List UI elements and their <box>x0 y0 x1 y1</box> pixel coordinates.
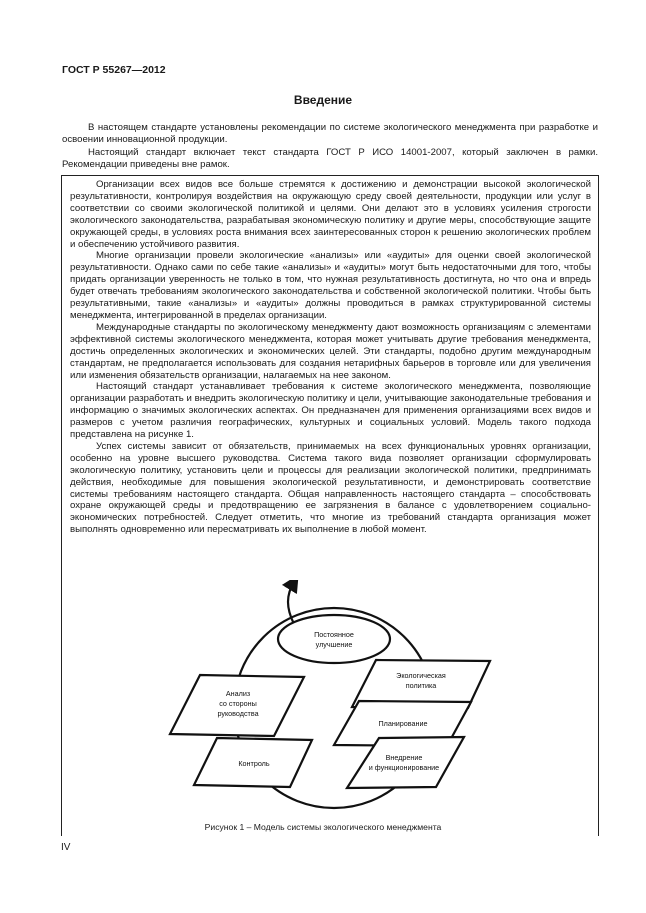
implementation-label-line-1: Внедрение <box>385 753 423 762</box>
analysis-label-line-3: руководства <box>217 709 259 718</box>
figure-caption: Рисунок 1 – Модель системы экологического менеджмента <box>204 822 442 832</box>
analysis-label-line-1: Анализ <box>225 689 251 698</box>
framed-paragraph: Успех системы зависит от обязательств, принимаемых на всех функциональных уровнях организации, особенно на уровне высшего руководства. Система такого вида позволяет организации сформулировать экологическую политику, установить цели и процессы для реализации экологической политики, предпринимать действия, необходимые для повышения экологической результативности, и демонстрировать соответствие системы требованиям настоящего стандарта. Общая направленность настоящего стандарта – способствовать охране окружающей среды и предотвращению ее загрязнения в балансе с удовлетворением социально-экономических потребностей. Следует отметить, что многие из требований стандарта организация может выполнять одновременно или пересматривать их выполнение в любой момент. <box>70 440 591 536</box>
page-title: Введение <box>293 93 353 107</box>
ellipse-label-line-2: улучшение <box>315 640 353 649</box>
framed-paragraph: Организации всех видов все больше стремятся к достижению и демонстрации высокой экологической результативности, контролируя воздействия на окружающую среду своей деятельности, продукции или услуг в соответствии со своими экологической политикой и целями. Они делают это в условиях усиления строгости экологического законодательства, разрабатывая экономическую политику и другие меры, способствующие защите окружающей среды, в условиях роста внимания всех заинтересованных сторон к решению экологических проблем и обеспечению устойчивого развития. <box>70 179 591 250</box>
intro-paragraph: Настоящий стандарт включает текст стандарта ГОСТ Р ИСО 14001-2007, который заключен в рамки. Рекомендации приведены вне рамок. <box>62 146 598 171</box>
framed-paragraph: Международные стандарты по экологическому менеджменту дают возможность организациям с элементами эффективной системы экологического менеджмента, которая может учитывать другие требования менеджмента, достичь определенных экологических и экономических целей. Эти стандарты, подобно другим международным стандартам, не предполагается использовать для создания нетарифных барьеров в торговле или для увеличения или изменения обязательств организации, налагаемых на нее законом. <box>70 321 591 381</box>
document-code: ГОСТ Р 55267—2012 <box>62 64 166 76</box>
analysis-label-line-2: со стороны <box>219 699 257 708</box>
control-label: Контроль <box>238 759 270 768</box>
ems-model-diagram <box>114 580 514 820</box>
continual-improvement-ellipse <box>278 615 390 663</box>
intro-text <box>62 122 598 172</box>
page-number: IV <box>61 842 71 853</box>
intro-paragraph: В настоящем стандарте установлены рекомендации по системе экологического менеджмента при разработке и освоении инновационной продукции. <box>62 122 598 146</box>
planning-label: Планирование <box>378 719 428 728</box>
policy-label-line-2: политика <box>405 681 437 690</box>
implementation-label-line-2: и функционирование <box>368 763 440 772</box>
framed-paragraph: Настоящий стандарт устанавливает требования к системе экологического менеджмента, позволяющие организации разработать и внедрить экологическую политику и цели, учитывающие законодательные требования и информацию о значимых экологических аспектах. Он предназначен для применения организациями всех видов и размеров с учетом различия географических, культурных и социальных условий. Модель такого подхода представлена на рисунке 1. <box>70 381 591 441</box>
ellipse-label-line-1: Постоянное <box>314 630 354 639</box>
policy-label-line-1: Экологическая <box>396 671 446 680</box>
framed-paragraph: Многие организации провели экологические «анализы» или «аудиты» для оценки своей экологической результативности. Однако сами по себе такие «анализы» и «аудиты» могут быть недостаточными для того, чтобы придать организации уверенность не только в том, что нужная результативность достигнута, но что она и впредь будет отвечать требованиям экологического законодательства и собственной экологической политики. Чтобы быть результативными, такие «анализы» и «аудиты» должны проводиться в рамках структурированной системы менеджмента, интегрированной в пределах организации. <box>70 250 591 321</box>
